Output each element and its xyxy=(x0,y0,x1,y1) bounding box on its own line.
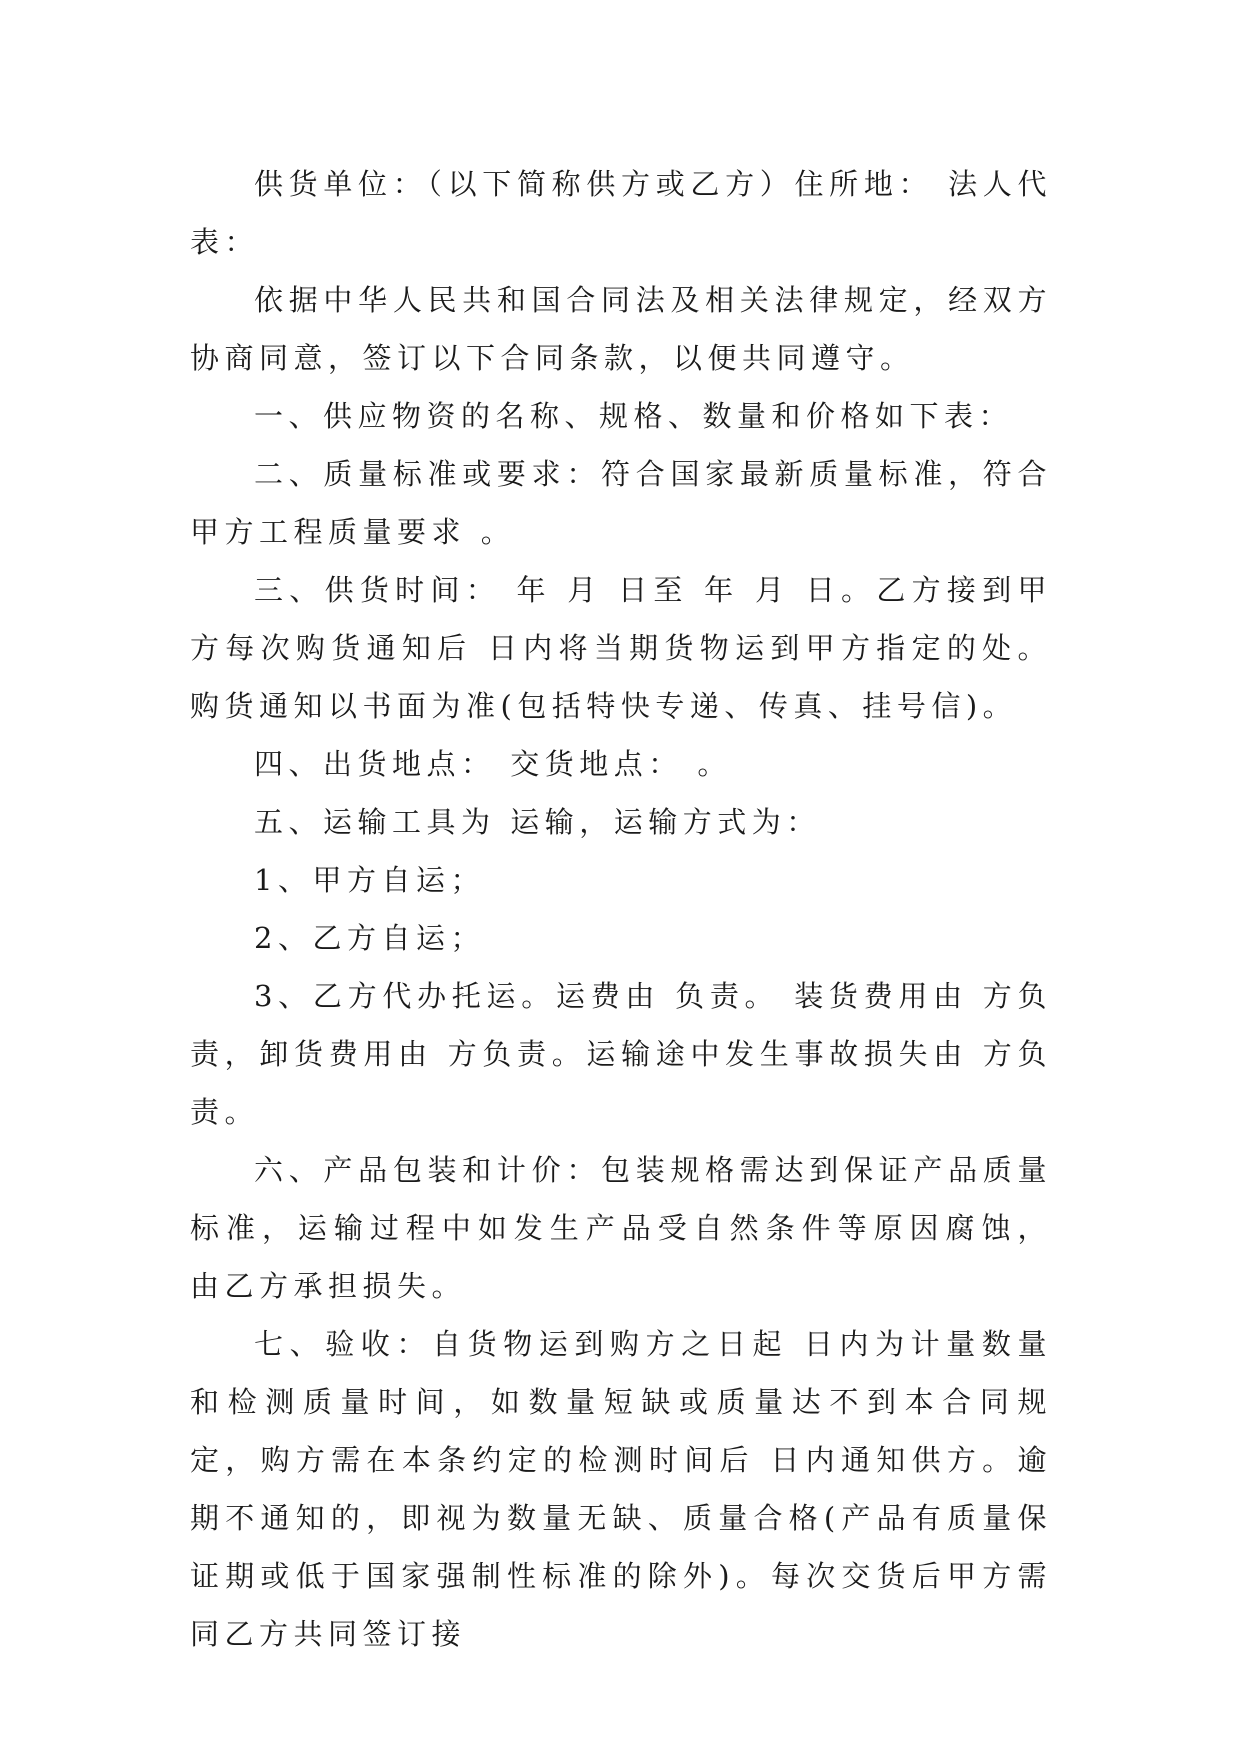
paragraph-supplier-info: 供货单位：（以下简称供方或乙方）住所地： 法人代表： xyxy=(190,167,1052,259)
paragraph-transport-option-1: 1、甲方自运； xyxy=(254,863,485,897)
paragraph-clause-4: 四、出货地点： 交货地点： 。 xyxy=(254,747,732,781)
paragraph-clause-5: 五、运输工具为 运输，运输方式为： xyxy=(254,805,821,839)
paragraph-clause-1: 一、供应物资的名称、规格、数量和价格如下表： xyxy=(254,399,1014,433)
paragraph-clause-3: 三、供货时间： 年 月 日至 年 月 日。乙方接到甲方每次购货通知后 日内将当期货物运到甲方指定的处。购货通知以书面为准(包括特快专递、传真、挂号信)。 xyxy=(190,573,1052,723)
paragraph-clause-2: 二、质量标准或要求：符合国家最新质量标准，符合甲方工程质量要求 。 xyxy=(190,457,1052,549)
contract-body xyxy=(190,155,1052,1663)
paragraph-transport-option-2: 2、乙方自运； xyxy=(254,921,485,955)
paragraph-clause-7: 七、验收：自货物运到购方之日起 日内为计量数量和检测质量时间，如数量短缺或质量达不到本合同规定，购方需在本条约定的检测时间后 日内通知供方。逾期不通知的，即视为数量无缺、质量合格(产品有质量保证期或低于国家强制性标准的除外)。每次交货后甲方需同乙方共同签订接 xyxy=(190,1327,1052,1651)
paragraph-legal-basis: 依据中华人民共和国合同法及相关法律规定，经双方协商同意，签订以下合同条款，以便共同遵守。 xyxy=(190,283,1052,375)
paragraph-transport-option-3: 3、乙方代办托运。运费由 负责。 装货费用由 方负责，卸货费用由 方负责。运输途中发生事故损失由 方负责。 xyxy=(190,979,1052,1129)
paragraph-clause-6: 六、产品包装和计价：包装规格需达到保证产品质量标准，运输过程中如发生产品受自然条件等原因腐蚀，由乙方承担损失。 xyxy=(190,1153,1052,1303)
